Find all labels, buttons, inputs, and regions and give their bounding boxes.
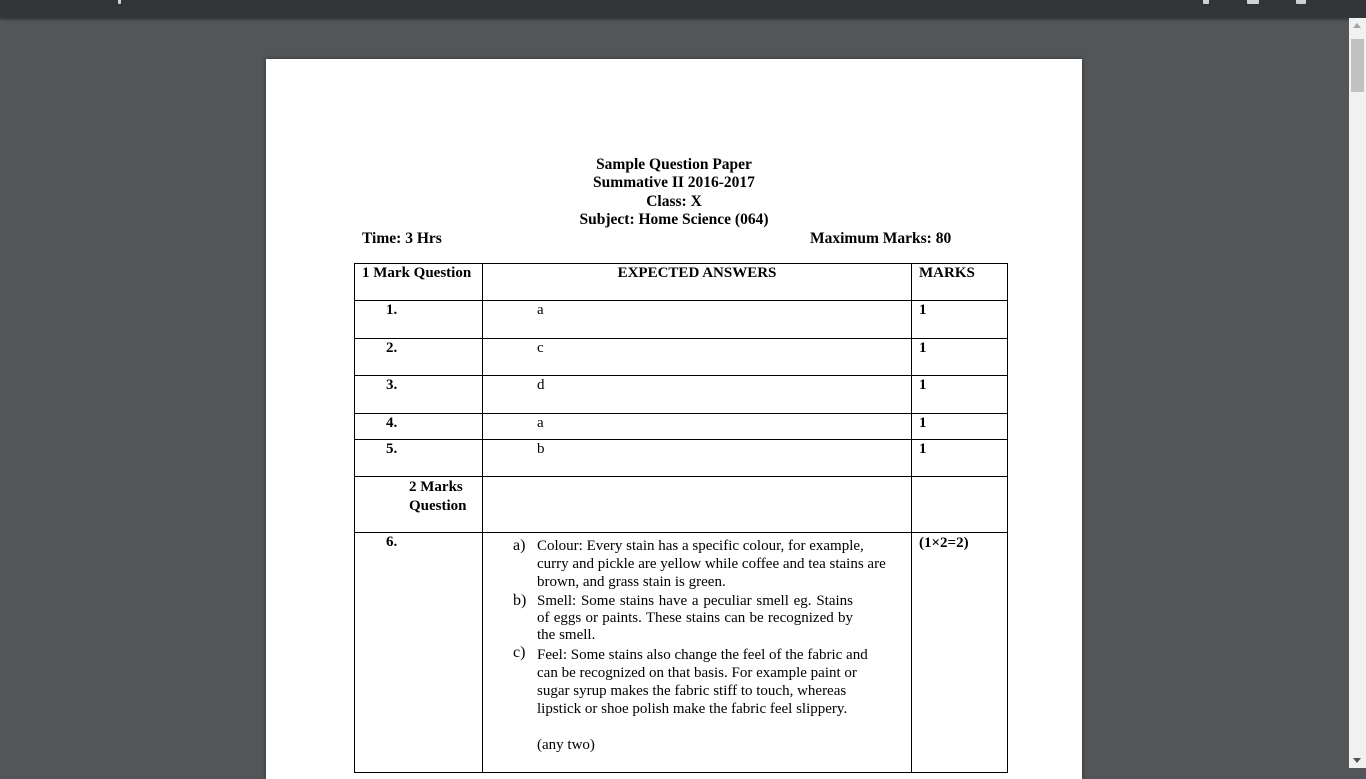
header-exam: Summative II 2016-2017 bbox=[593, 174, 755, 192]
table-row bbox=[355, 440, 1008, 477]
list-item bbox=[483, 592, 911, 644]
answer-cell bbox=[483, 533, 912, 773]
item-label: b) bbox=[513, 591, 527, 609]
marks-cell: 1 bbox=[912, 414, 1008, 440]
section-marks-cell bbox=[912, 477, 1008, 533]
document-header bbox=[266, 156, 1082, 230]
header-class: Class: X bbox=[646, 192, 702, 210]
item-text: Feel: Some stains also change the feel of the fabric and can be recognized on that basis. For example paint or sugar syrup makes the fabric stiff to touch, whereas lipstick or shoe polish make the fabric feel slippery. bbox=[537, 646, 868, 718]
section-answer-cell bbox=[483, 477, 912, 533]
max-marks-label: Maximum Marks: 80 bbox=[810, 230, 952, 247]
question-number: 6. bbox=[355, 533, 483, 773]
download-icon[interactable] bbox=[1247, 0, 1259, 4]
answer-list bbox=[483, 537, 911, 755]
answer-cell: b bbox=[483, 440, 912, 477]
scroll-thumb[interactable] bbox=[1351, 39, 1364, 92]
scroll-down-icon[interactable] bbox=[1353, 758, 1361, 763]
answer-cell: d bbox=[483, 376, 912, 414]
vertical-scrollbar[interactable] bbox=[1349, 18, 1366, 768]
marks-cell: 1 bbox=[912, 339, 1008, 376]
marks-cell: 1 bbox=[912, 376, 1008, 414]
answer-cell: a bbox=[483, 301, 912, 339]
answer-table bbox=[354, 263, 1008, 773]
table-row bbox=[355, 339, 1008, 376]
col-header-answers: EXPECTED ANSWERS bbox=[483, 264, 912, 301]
header-subject: Subject: Home Science (064) bbox=[579, 211, 769, 229]
table-row bbox=[355, 301, 1008, 339]
answer-cell: c bbox=[483, 339, 912, 376]
col-header-marks: MARKS bbox=[912, 264, 1008, 301]
col-header-question: 1 Mark Question bbox=[355, 264, 483, 301]
table-row bbox=[355, 376, 1008, 414]
print-icon[interactable] bbox=[1296, 0, 1306, 4]
list-item bbox=[483, 644, 911, 719]
table-row bbox=[355, 533, 1008, 773]
marks-cell: (1×2=2) bbox=[912, 533, 1008, 773]
table-header-row bbox=[355, 264, 1008, 301]
time-label: Time: 3 Hrs bbox=[362, 230, 442, 247]
question-number: 4. bbox=[355, 414, 483, 440]
question-number: 2. bbox=[355, 339, 483, 376]
item-label: c) bbox=[513, 643, 526, 661]
pdf-page bbox=[266, 59, 1082, 779]
pdf-toolbar bbox=[0, 0, 1366, 18]
item-text: Smell: Some stains have a peculiar smell eg. Stains of eggs or paints. These stains can be recognized by the smell. bbox=[537, 592, 853, 643]
table-row bbox=[355, 414, 1008, 440]
section-label: 2 Marks Question bbox=[355, 477, 483, 533]
toolbar-menu-icon[interactable] bbox=[118, 0, 121, 4]
item-label: a) bbox=[513, 537, 526, 554]
question-number: 3. bbox=[355, 376, 483, 414]
item-text: Colour: Every stain has a specific colour, for example, curry and pickle are yellow while coffee and tea stains are brown, and grass stain is green. bbox=[537, 538, 886, 591]
answer-cell: a bbox=[483, 414, 912, 440]
answer-note: (any two) bbox=[537, 737, 595, 754]
rotate-icon[interactable] bbox=[1203, 0, 1209, 4]
marks-cell: 1 bbox=[912, 440, 1008, 477]
marks-cell: 1 bbox=[912, 301, 1008, 339]
question-number: 5. bbox=[355, 440, 483, 477]
scroll-up-icon[interactable] bbox=[1353, 23, 1361, 28]
list-item bbox=[483, 537, 911, 592]
header-title: Sample Question Paper bbox=[596, 156, 752, 173]
question-number: 1. bbox=[355, 301, 483, 339]
section-row bbox=[355, 477, 1008, 533]
